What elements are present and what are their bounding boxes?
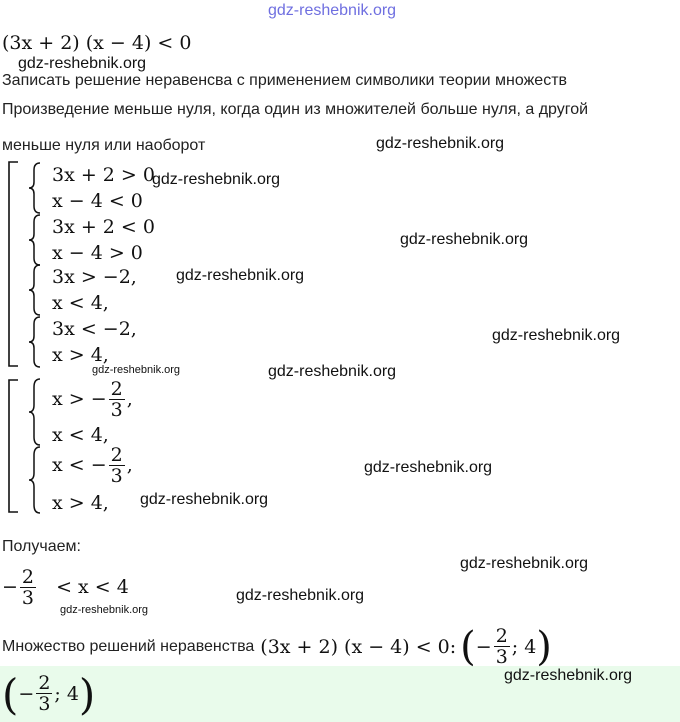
step2-sys2-line2: x > 4, (52, 344, 109, 366)
step3-sys1-line2: x < 4, (52, 424, 109, 446)
watermark: gdz-reshebnik.org (504, 667, 633, 684)
problem-inequality: (3x + 2) (x − 4) < 0 (2, 32, 192, 54)
watermark: gdz-reshebnik.org (152, 171, 281, 188)
result-label: Получаем: (2, 538, 81, 555)
step2-sys1-line2: x < 4, (52, 292, 109, 314)
watermark: gdz-reshebnik.org (236, 587, 365, 604)
collection-bracket (6, 378, 20, 514)
watermark-small: gdz-reshebnik.org (92, 364, 181, 376)
watermark: gdz-reshebnik.org (400, 231, 529, 248)
watermark-small: gdz-reshebnik.org (60, 604, 149, 616)
step1-sys2-line2: x − 4 > 0 (52, 242, 143, 264)
watermark: gdz-reshebnik.org (492, 327, 621, 344)
system-brace (28, 378, 42, 446)
system-brace (28, 264, 42, 316)
watermark: gdz-reshebnik.org (364, 459, 493, 476)
step3-sys2-line1: x < − $\frac{2}{3}$ , (52, 444, 133, 487)
instruction-text: Записать решение неравенсва с применением символики теории множеств (2, 72, 568, 89)
step1-sys2-line1: 3x + 2 < 0 (52, 216, 155, 238)
step1-sys1-line2: x − 4 < 0 (52, 190, 143, 212)
final-answer: ( − $\frac{2}{3}$ ; 4 ) (2, 669, 96, 719)
collection-bracket (6, 160, 20, 370)
explanation-line-2: меньше нуля или наоборот (2, 137, 206, 154)
answer-interval: ( − $\frac{2}{3}$ ; 4 ) (460, 624, 552, 670)
watermark: gdz-reshebnik.org (18, 55, 147, 72)
step2-sys2-line1: 3x < −2, (52, 318, 137, 340)
answer-line (2, 624, 552, 670)
explanation-line-1: Произведение меньше нуля, когда один из множителей больше нуля, а другой (2, 101, 589, 118)
watermark: gdz-reshebnik.org (140, 491, 269, 508)
watermark-top: gdz-reshebnik.org (268, 2, 397, 19)
system-brace (28, 316, 42, 368)
step1-sys1-line1: 3x + 2 > 0 (52, 164, 155, 186)
system-brace (28, 162, 42, 214)
watermark: gdz-reshebnik.org (376, 135, 505, 152)
step3-sys2-line2: x > 4, (52, 492, 109, 514)
watermark: gdz-reshebnik.org (176, 267, 305, 284)
answer-text: Множество решений неравенства (2, 638, 255, 655)
watermark: gdz-reshebnik.org (460, 555, 589, 572)
system-brace (28, 214, 42, 266)
result-inequality: − $\frac{2}{3}$ < x < 4 (2, 566, 129, 609)
watermark: gdz-reshebnik.org (268, 363, 397, 380)
step3-sys1-line1: x > − $\frac{2}{3}$ , (52, 378, 133, 421)
answer-expression: (3x + 2) (x − 4) < 0: (260, 636, 457, 658)
system-brace (28, 446, 42, 514)
step2-sys1-line1: 3x > −2, (52, 266, 137, 288)
